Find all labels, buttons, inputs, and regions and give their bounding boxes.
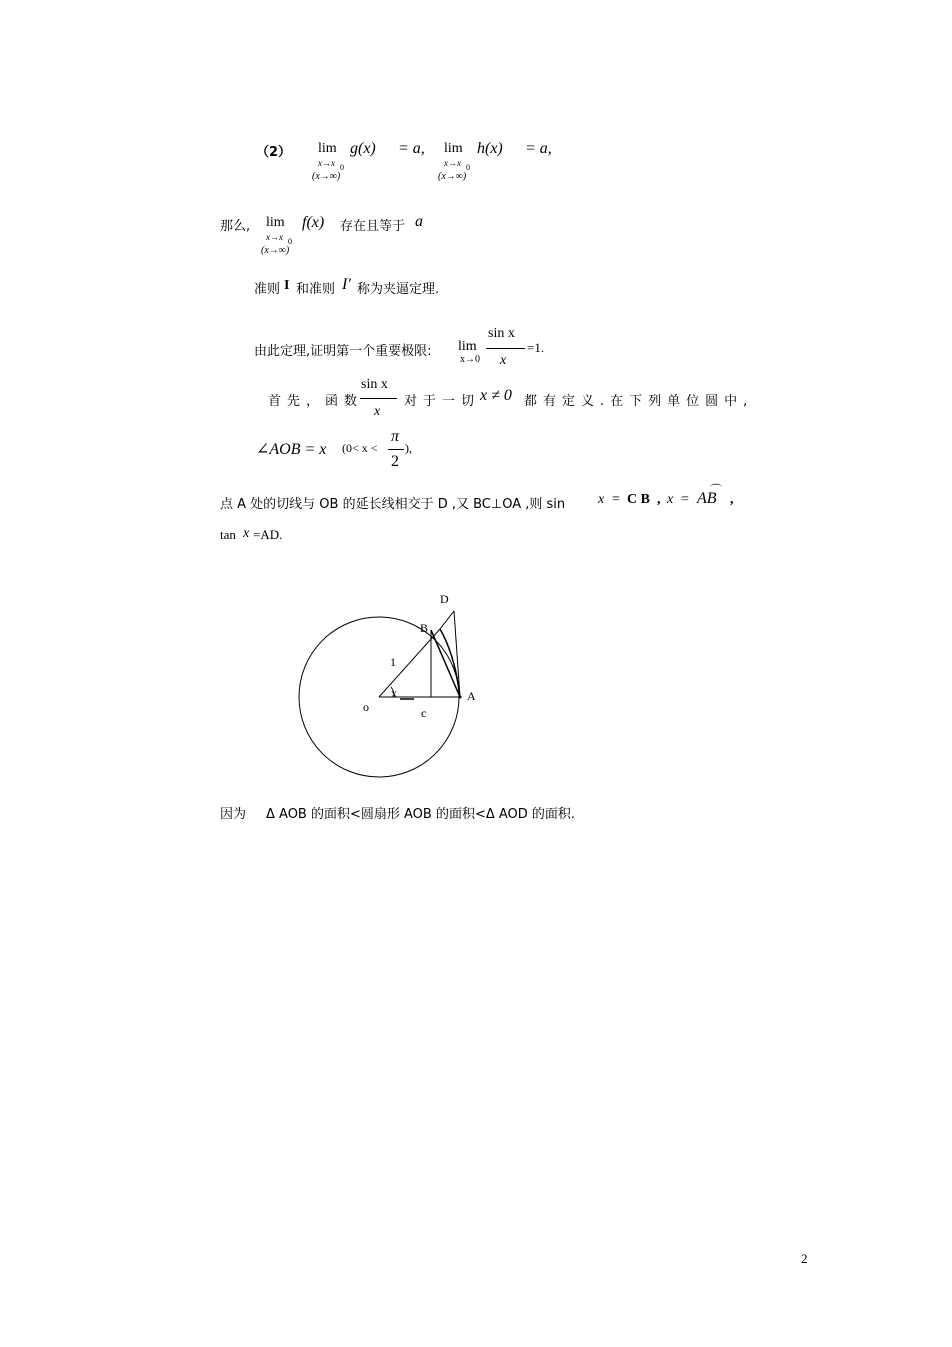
nonzero-condition: x ≠ 0 [480, 387, 512, 404]
tangent-text: 点 A 处的切线与 OB 的延长线相交于 D ,又 BC⊥OA ,则 sin [220, 497, 566, 512]
page-number: 2 [801, 1251, 808, 1266]
lim-sub-h: x→x [444, 158, 461, 168]
equals-a-1: = a, [398, 140, 425, 157]
criterion-text-b: 和准则 [296, 282, 336, 297]
lim-sub-zero-f: 0 [288, 237, 292, 246]
fraction-bar-first [486, 348, 525, 349]
criterion-roman-1-prime: I′ [342, 276, 351, 293]
pi-denominator: 2 [391, 453, 399, 470]
label-o: o [363, 700, 369, 714]
fraction-denominator-second: x [374, 404, 381, 419]
criterion-text-a: 准则 [254, 282, 281, 297]
label-radius-1: 1 [390, 655, 396, 669]
proof-intro-text: 由此定理,证明第一个重要极限: [254, 344, 432, 359]
lim-operator-g: lim [318, 141, 337, 156]
x-equals: = [681, 492, 689, 507]
lim-paren-sub-f: (x→∞) [261, 245, 290, 256]
limit-result: =1. [527, 340, 545, 355]
lim-paren-sub-h: (x→∞) [438, 171, 467, 182]
fraction-numerator-first: sin x [488, 326, 515, 341]
fraction-denominator-first: x [500, 353, 507, 368]
function-h: h(x) [477, 140, 503, 157]
angle-range-close: ), [405, 441, 412, 455]
tan-x-var: x [243, 526, 250, 541]
pi-numerator: π [391, 428, 400, 445]
lim-sub-g: x→x [318, 158, 335, 168]
segment-cb: C B [627, 492, 650, 507]
lim-operator-first: lim [458, 339, 477, 354]
arc-hat: ⌒ [710, 483, 723, 497]
fraction-bar-second [360, 398, 397, 399]
firstly-function-text: 首先，函数 [268, 394, 364, 409]
label-c: c [421, 706, 427, 720]
criterion-text-c: 称为夹逼定理. [357, 282, 440, 297]
sin-equals: = [612, 492, 620, 507]
point-a-dot [459, 696, 462, 699]
comma-1: , [657, 492, 661, 507]
then-prefix: 那么, [220, 219, 251, 234]
lim-sub-f: x→x [266, 232, 283, 242]
function-f: f(x) [302, 214, 325, 231]
lim-sub-first: x→0 [460, 354, 480, 365]
sin-x-var: x [598, 492, 605, 507]
criterion-roman-1: I [284, 278, 290, 293]
angle-range-open: (0< x < [342, 441, 378, 455]
label-d: D [440, 592, 449, 606]
unit-circle-text: 都有定义.在下列单位圆中, [524, 394, 754, 409]
item-index: （2） [256, 145, 292, 160]
equals-a-2: = a, [525, 140, 552, 157]
exists-equals-text: 存在且等于 [340, 219, 406, 234]
area-comparison-text: Δ AOB 的面积<圆扇形 AOB 的面积<Δ AOD 的面积. [266, 807, 576, 822]
tan-result: =AD. [253, 527, 283, 542]
comma-2: , [730, 492, 734, 507]
label-a: A [467, 689, 476, 703]
lim-sub-zero-g: 0 [340, 163, 344, 172]
lim-operator-f: lim [266, 215, 285, 230]
pi-fraction-bar [388, 449, 404, 450]
x-var: x [667, 492, 674, 507]
lim-sub-zero-h: 0 [466, 163, 470, 172]
segment-bd-extension [440, 611, 454, 629]
lim-paren-sub-g: (x→∞) [312, 171, 341, 182]
tan-label: tan [220, 527, 236, 542]
unit-circle-diagram [290, 585, 500, 785]
angle-aob: ∠AOB = x [256, 441, 327, 458]
label-angle-x: x [391, 686, 397, 700]
function-g: g(x) [350, 140, 376, 157]
arc-ab: AB [697, 490, 717, 507]
because-prefix: 因为 [220, 807, 247, 822]
for-all-text: 对于一切 [404, 394, 481, 409]
fraction-numerator-second: sin x [361, 377, 388, 392]
limit-value-a: a [415, 213, 423, 230]
lim-operator-h: lim [444, 141, 463, 156]
label-b: B [420, 621, 429, 635]
arc-ab-curve [440, 629, 460, 697]
